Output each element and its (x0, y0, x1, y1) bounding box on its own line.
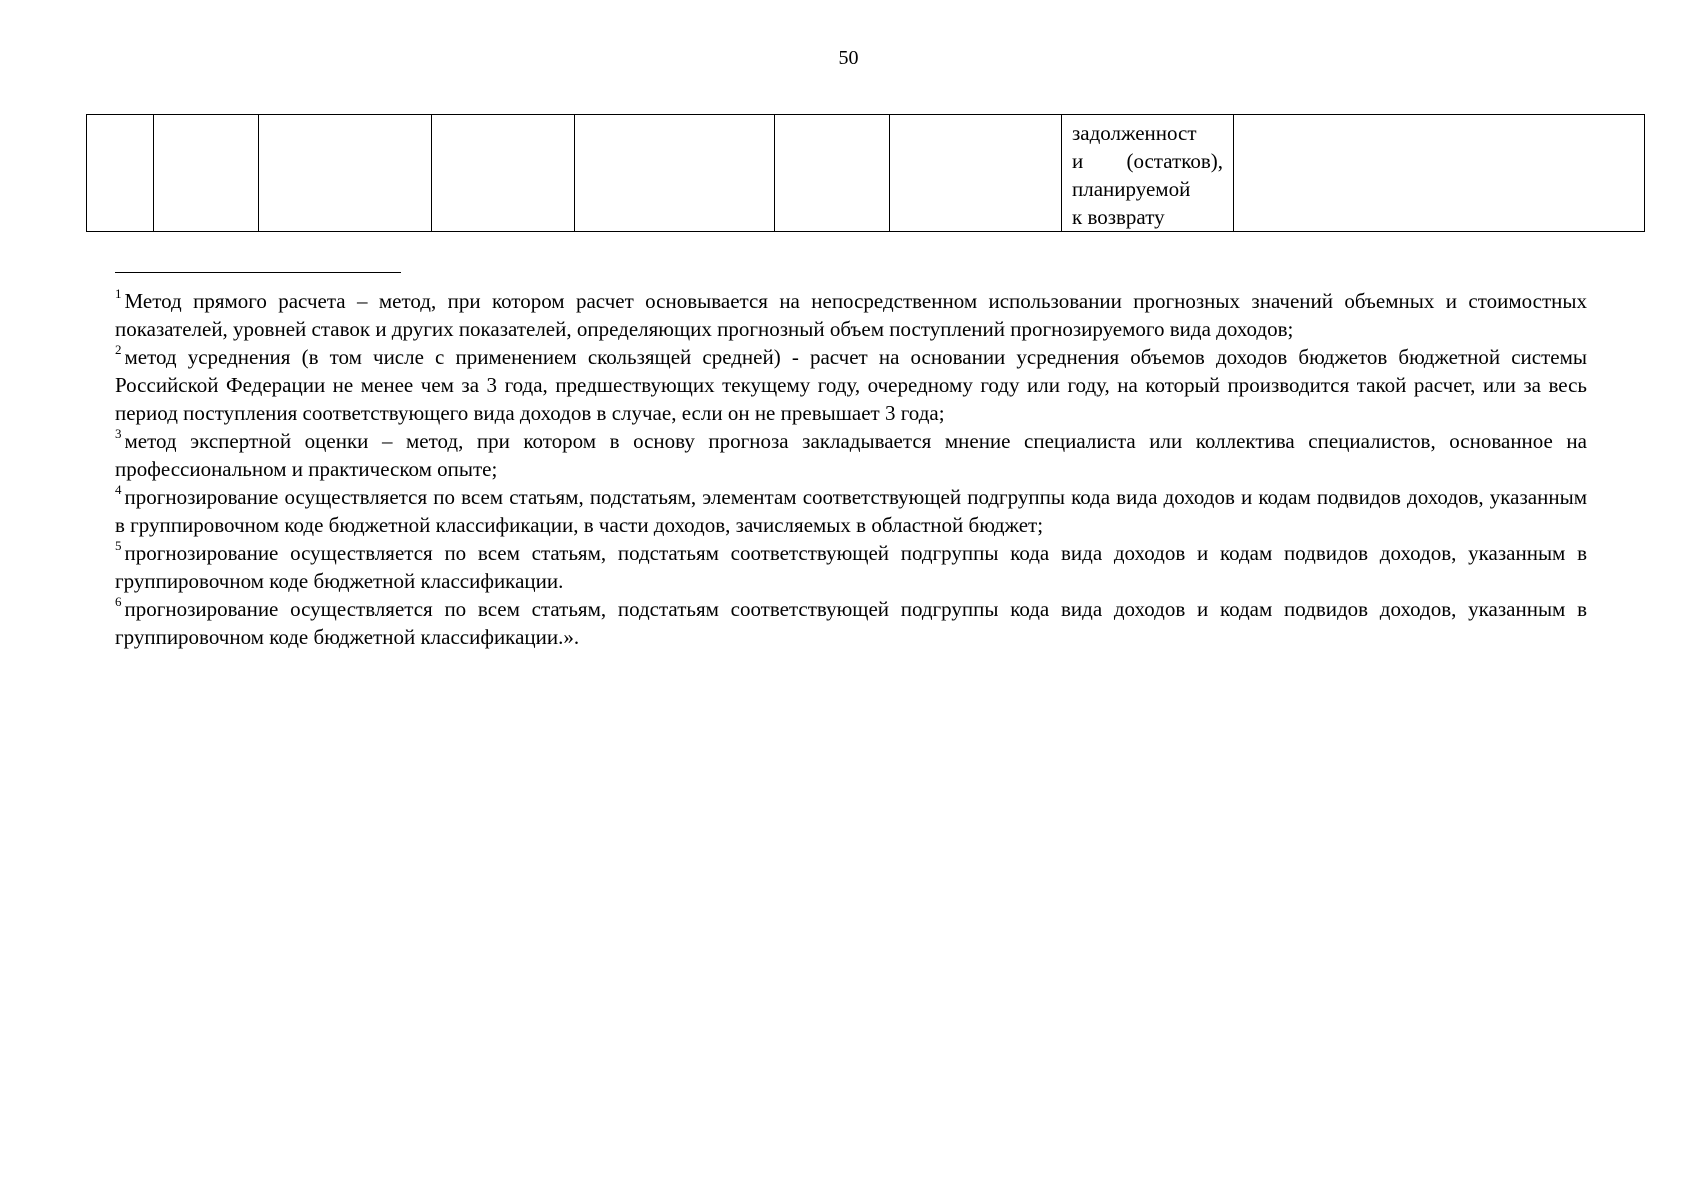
table-cell-6 (775, 115, 890, 232)
footnote-4 (115, 483, 1587, 539)
table-cell-4 (432, 115, 575, 232)
table-cell-8 (1062, 115, 1234, 232)
table-cell-9 (1234, 115, 1645, 232)
page-number: 50 (838, 47, 859, 69)
table-row (87, 115, 1645, 232)
cell-line: и (1072, 149, 1084, 173)
footnote-text: метод экспертной оценки – метод, при котором в основу прогноза закладывается мнение специалиста или коллектива специалистов, основанное на профессиональном и практическом опыте; (115, 429, 1587, 481)
footnote-text: прогнозирование осуществляется по всем статьям, подстатьям соответствующей подгруппы кода вида доходов и кодам подвидов доходов, указанным в группировочном коде бюджетной классификации.». (115, 597, 1587, 649)
footnote-3 (115, 427, 1587, 483)
footnote-5 (115, 539, 1587, 595)
footnote-separator (115, 272, 401, 273)
footnote-text: метод усреднения (в том числе с применением скользящей средней) - расчет на основании усреднения объемов доходов бюджетов бюджетной системы Российской Федерации не менее чем за 3 года, предшествующих текущему году, очередному году или году, на который производится такой расчет, или за весь период поступления соответствующего вида доходов в случае, если он не превышает 3 года; (115, 345, 1587, 425)
table-cell-text (1062, 115, 1233, 231)
cell-line: планируемой (1072, 177, 1191, 201)
table-cell-1 (87, 115, 154, 232)
footnote-mark: 4 (115, 482, 122, 497)
footnote-text: Метод прямого расчета – метод, при котором расчет основывается на непосредственном использовании прогнозных значений объемных и стоимостных показателей, уровней ставок и других показателей, определяющих прогнозный объем поступлений прогнозируемого вида доходов; (115, 289, 1587, 341)
cell-line: задолженност (1072, 121, 1197, 145)
table-continuation (86, 114, 1645, 232)
footnote-mark: 1 (115, 286, 122, 301)
footnote-6 (115, 595, 1587, 651)
footnote-text: прогнозирование осуществляется по всем статьям, подстатьям, элементам соответствующей подгруппы кода вида доходов и кодам подвидов доходов, указанным в группировочном коде бюджетной классификации, в части доходов, зачисляемых в областной бюджет; (115, 485, 1587, 537)
table-cell-3 (259, 115, 432, 232)
cell-line: (остатков), (1126, 149, 1223, 173)
footnote-mark: 3 (115, 426, 122, 441)
footnote-text: прогнозирование осуществляется по всем статьям, подстатьям соответствующей подгруппы кода вида доходов и кодам подвидов доходов, указанным в группировочном коде бюджетной классификации. (115, 541, 1587, 593)
cell-line: к возврату (1072, 205, 1165, 229)
footnote-mark: 5 (115, 538, 122, 553)
footnote-mark: 6 (115, 594, 122, 609)
table-cell-7 (890, 115, 1062, 232)
table-cell-2 (154, 115, 259, 232)
cell-line-group (1072, 147, 1223, 175)
footnote-2 (115, 343, 1587, 427)
footnote-1 (115, 287, 1587, 343)
footnote-mark: 2 (115, 342, 122, 357)
table-cell-5 (575, 115, 775, 232)
footnotes (115, 287, 1587, 651)
